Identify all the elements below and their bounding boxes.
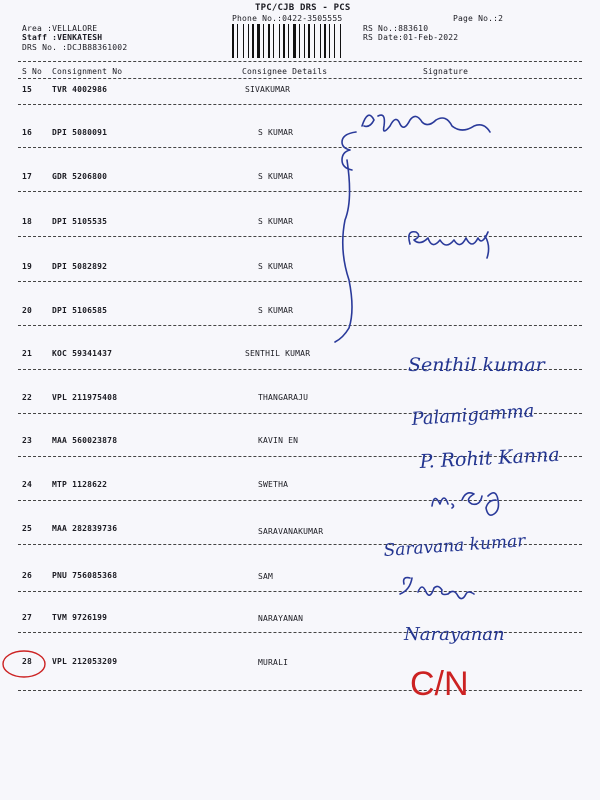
row-divider [18, 632, 582, 633]
barcode-bar [334, 24, 335, 58]
row-consignee: S KUMAR [258, 262, 294, 271]
row-consignment: PNU 756085368 [52, 571, 118, 580]
barcode-bar [316, 24, 319, 58]
signature-25: Saravana kumar [382, 531, 526, 561]
row-consignment: DPI 5082892 [52, 262, 108, 271]
divider [18, 78, 582, 79]
barcode-bar [342, 24, 344, 58]
barcode [232, 24, 352, 58]
row-sno: 20 [22, 306, 33, 315]
barcode-bar [271, 24, 272, 58]
barcode-bar [273, 24, 274, 58]
row-consignee: SAM [258, 572, 274, 581]
row-consignment: DPI 5105535 [52, 217, 108, 226]
row-consignee: S KUMAR [258, 306, 294, 315]
row-consignee: MURALI [258, 658, 289, 667]
row-consignment: VPL 211975408 [52, 393, 118, 402]
rs-number: RS No.:883610 [363, 24, 429, 33]
row-consignee: SWETHA [258, 480, 289, 489]
col-header-consignee: Consignee Details [242, 67, 328, 76]
row-consignment: TVR 4002986 [52, 85, 108, 94]
row-divider [18, 325, 582, 326]
barcode-bar [265, 24, 267, 58]
barcode-bar [327, 24, 328, 58]
row-sno: 17 [22, 172, 33, 181]
row-consignee: KAVIN EN [258, 436, 299, 445]
barcode-bar [320, 24, 321, 58]
barcode-bar [263, 24, 264, 58]
row-consignment: DPI 5080091 [52, 128, 108, 137]
row-consignment: MAA 282839736 [52, 524, 118, 533]
barcode-bar [288, 24, 289, 58]
row-consignee: THANGARAJU [258, 393, 309, 402]
signature-scribble-24 [432, 493, 499, 515]
barcode-bar [308, 24, 310, 58]
barcode-bar [301, 24, 303, 58]
signature-scribble-15 [362, 115, 490, 132]
row-consignee: S KUMAR [258, 128, 294, 137]
barcode-bar [322, 24, 323, 58]
row-sno: 24 [22, 480, 33, 489]
row-consignee: SIVAKUMAR [245, 85, 291, 94]
barcode-bar [237, 24, 238, 58]
barcode-bar [324, 24, 326, 58]
row-sno: 23 [22, 436, 33, 445]
row-consignee: S KUMAR [258, 172, 294, 181]
col-header-signature: Signature [423, 67, 469, 76]
barcode-bar [306, 24, 307, 58]
row-divider [18, 191, 582, 192]
row-divider [18, 456, 582, 457]
barcode-bar [279, 24, 280, 58]
row-consignment: TVM 9726199 [52, 613, 108, 622]
rs-date: RS Date:01-Feb-2022 [363, 33, 459, 42]
signature-23: P. Rohit Kanna [419, 443, 561, 473]
barcode-bar [243, 24, 244, 58]
barcode-bar [250, 24, 251, 58]
bracket-mark [335, 132, 356, 342]
barcode-bar [268, 24, 270, 58]
barcode-bar [235, 24, 236, 58]
row-divider [18, 236, 582, 237]
barcode-bar [281, 24, 282, 58]
barcode-bar [331, 24, 333, 58]
row-divider [18, 104, 582, 105]
barcode-bar [252, 24, 254, 58]
row-divider [18, 591, 582, 592]
row-divider [18, 500, 582, 501]
area-label: Area :VELLALORE [22, 24, 98, 33]
row-divider [18, 544, 582, 545]
col-header-consignment: Consignment No [52, 67, 123, 76]
row-sno: 19 [22, 262, 33, 271]
staff-label: Staff :VENKATESH [22, 33, 103, 42]
barcode-bar [245, 24, 247, 58]
drs-number: DRS No. :DCJB88361002 [22, 43, 128, 52]
barcode-bar [232, 24, 234, 58]
barcode-bar [293, 24, 296, 58]
barcode-bar [299, 24, 300, 58]
barcode-bar [283, 24, 285, 58]
row-consignee: SARAVANAKUMAR [258, 527, 324, 536]
row-consignee: NARAYANAN [258, 614, 304, 623]
barcode-bar [248, 24, 249, 58]
phone-number: Phone No.:0422-3505555 [232, 14, 343, 23]
barcode-bar [311, 24, 313, 58]
row-consignee: SENTHIL KUMAR [245, 349, 311, 358]
row-consignment: VPL 212053209 [52, 657, 118, 666]
row-consignee: S KUMAR [258, 217, 294, 226]
barcode-bar [261, 24, 262, 58]
barcode-bar [257, 24, 260, 58]
col-header-sno: S No [22, 67, 43, 76]
barcode-bar [255, 24, 256, 58]
barcode-bar [304, 24, 305, 58]
barcode-bar [329, 24, 330, 58]
signature-22: Palanigamma [410, 400, 536, 430]
row-sno: 16 [22, 128, 33, 137]
row-sno: 21 [22, 349, 33, 358]
barcode-bar [297, 24, 298, 58]
row-consignment: MAA 560023878 [52, 436, 118, 445]
barcode-bar [286, 24, 287, 58]
row-sno: 22 [22, 393, 33, 402]
row-divider [18, 147, 582, 148]
barcode-bar [314, 24, 315, 58]
barcode-bar [275, 24, 278, 58]
row-consignment: MTP 1128622 [52, 480, 108, 489]
row-divider [18, 690, 582, 691]
barcode-bar [290, 24, 292, 58]
barcode-bar [239, 24, 242, 58]
sheet-title: TPC/CJB DRS - PCS [255, 3, 351, 13]
page-number: Page No.:2 [453, 14, 504, 23]
row-sno: 15 [22, 85, 33, 94]
row-divider [18, 369, 582, 370]
row-sno: 27 [22, 613, 33, 622]
row-divider [18, 413, 582, 414]
barcode-bar [336, 24, 339, 58]
row-consignment: DPI 5106585 [52, 306, 108, 315]
signature-28: C/N [410, 665, 469, 703]
row-sno: 18 [22, 217, 33, 226]
row-sno: 26 [22, 571, 33, 580]
signature-scribble-26 [400, 578, 474, 599]
row-sno: 28 [22, 657, 33, 666]
row-sno: 25 [22, 524, 33, 533]
row-consignment: KOC 59341437 [52, 349, 113, 358]
row-divider [18, 281, 582, 282]
row-consignment: GDR 5206800 [52, 172, 108, 181]
barcode-bar [340, 24, 341, 58]
signature-21: Senthil kumar [408, 354, 545, 376]
divider [18, 61, 582, 62]
signature-27: Narayanan [404, 624, 505, 645]
